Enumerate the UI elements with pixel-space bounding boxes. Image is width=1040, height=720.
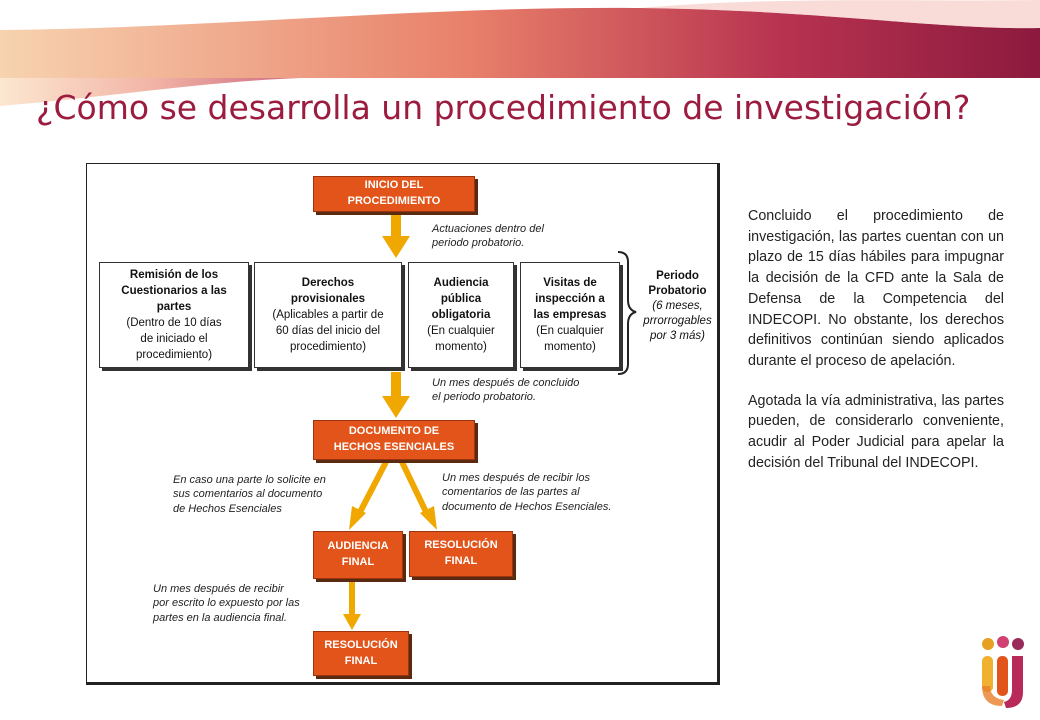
note-mes-escrito: Un mes después de recibir por escrito lo expuesto por las partes en la audiencia final. [153, 583, 300, 624]
box-visitas-inspeccion [520, 262, 620, 368]
box-resolucion-final-2: RESOLUCIÓN FINAL [313, 631, 409, 676]
side-paragraph-1: Concluido el procedimiento de investigación, las partes cuentan con un plazo de 15 días hábiles para impugnar la decisión de la CFD ante la Sala de Defensa de la Competencia del INDECOPI. No obstante, los derechos definitivos continúan siendo aplicados durante el proceso de apelación. [748, 208, 1004, 370]
side-paragraph-2: Agotada la vía administrativa, las partes pueden, de considerarlo conveniente, acudir al Poder Judicial para apelar la decisión del Tribunal del INDECOPI. [748, 392, 1004, 471]
note-actuaciones: Actuaciones dentro del periodo probatorio. [432, 223, 544, 250]
box-audiencia-publica [408, 262, 514, 368]
arrow-to-audiencia-line [358, 462, 386, 516]
box-inicio-procedimiento: INICIO DEL PROCEDIMIENTO [313, 176, 475, 212]
note-caso-solicite: En caso una parte lo solicite en sus comentarios al documento de Hechos Esenciales [173, 474, 326, 515]
periodo-sub: (6 meses, prrorrogables por 3 más) [643, 299, 712, 342]
indecopi-logo [976, 636, 1032, 710]
periodo-title: Periodo Probatorio [648, 270, 707, 297]
arrow-to-resolucion-line [402, 462, 428, 516]
box-remision-sub: (Dentro de 10 días de iniciado el procedimiento) [126, 317, 222, 362]
box-resolucion-final-1: RESOLUCIÓN FINAL [409, 531, 513, 577]
note-mes-concluir: Un mes después de concluido el periodo probatorio. [432, 377, 580, 404]
arrow-down-1 [382, 213, 410, 258]
box-derechos-provisionales [254, 262, 402, 368]
box-visitas-sub: (En cualquier momento) [536, 325, 604, 354]
arrow-to-final-head [343, 614, 361, 630]
box-audiencia-title: Audiencia pública obligatoria [431, 276, 491, 321]
slide-title: ¿Cómo se desarrolla un procedimiento de investigación? [36, 88, 971, 127]
box-derechos-sub: (Aplicables a partir de 60 días del inicio del procedimiento) [272, 308, 384, 354]
note-mes-recibir: Un mes después de recibir los comentarios de las partes al documento de Hechos Esenciales. [442, 472, 612, 513]
box-visitas-title: Visitas de inspección a las empresas [533, 276, 607, 321]
side-text [748, 206, 1004, 493]
box-derechos-title: Derechos provisionales [290, 276, 366, 305]
box-audiencia-sub: (En cualquier momento) [427, 325, 495, 354]
arrow-down-2 [382, 372, 410, 418]
box-remision-title: Remisión de los Cuestionarios a las partes [121, 268, 227, 313]
box-documento-hechos: DOCUMENTO DE HECHOS ESENCIALES [313, 420, 475, 460]
periodo-probatorio-label [630, 269, 725, 344]
box-audiencia-final: AUDIENCIA FINAL [313, 531, 403, 579]
box-remision-cuestionarios [99, 262, 249, 368]
